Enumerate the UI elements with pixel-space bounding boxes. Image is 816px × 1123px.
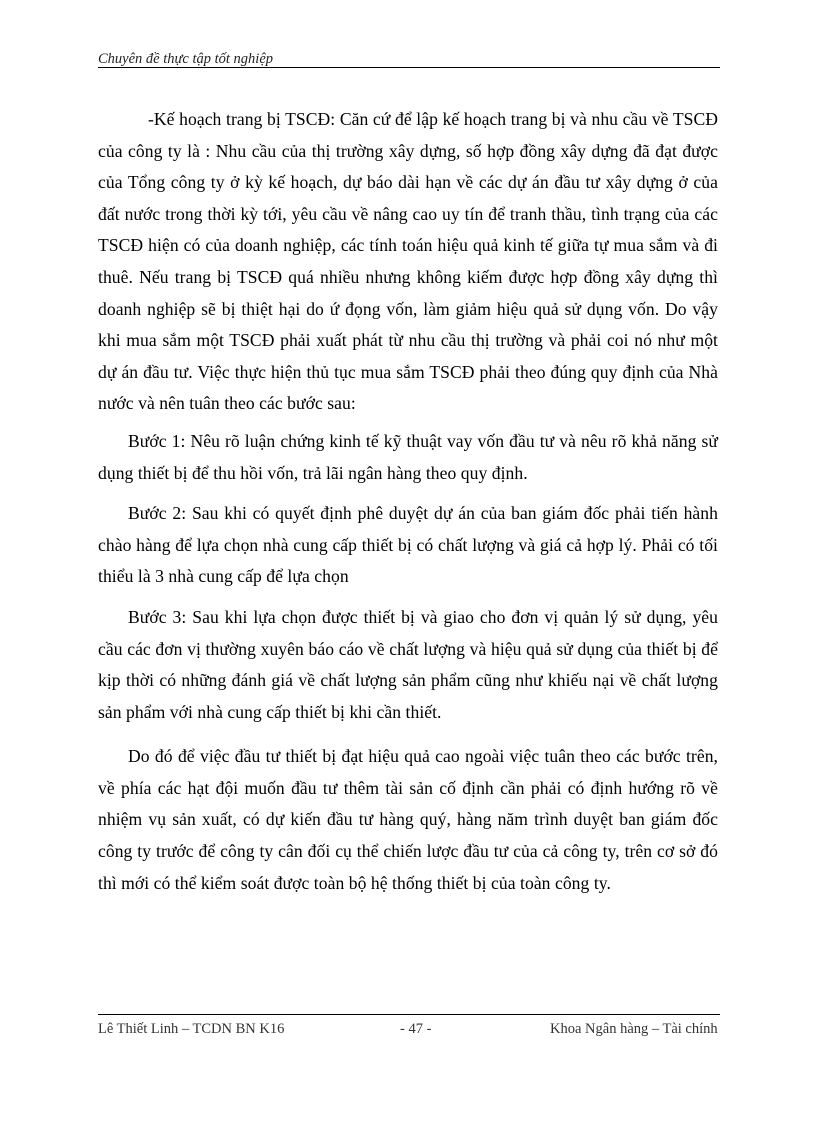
header-title: Chuyên đề thực tập tốt nghiệp (98, 51, 274, 67)
footer-author: Lê Thiết Linh – TCDN BN K16 (98, 1021, 285, 1037)
footer-page-number: - 47 - (400, 1021, 432, 1037)
paragraph-step-3: Bước 3: Sau khi lựa chọn được thiết bị và giao cho đơn vị quản lý sử dụng, yêu cầu các đơn vị thường xuyên báo cáo về chất lượng và hiệu quả sử dụng của thiết bị để kịp thời có những đánh giá về chất lượng sản phẩm cũng như khiếu nại về chất lượng sản phẩm với nhà cung cấp thiết bị khi cần thiết. (98, 606, 718, 722)
paragraph-step-1: Bước 1: Nêu rõ luận chứng kinh tế kỹ thuật vay vốn đầu tư và nêu rõ khả năng sử dụng thiết bị để thu hồi vốn, trả lãi ngân hàng theo quy định. (98, 430, 718, 483)
page-header (98, 50, 720, 68)
document-body (98, 104, 718, 899)
paragraph-conclusion: Do đó để việc đầu tư thiết bị đạt hiệu quả cao ngoài việc tuân theo các bước trên, về phía các hạt đội muốn đầu tư thêm tài sản cố định cần phải có định hướng rõ về nhiệm vụ sản xuất, có dự kiến đầu tư hàng quý, hàng năm trình duyệt ban giám đốc công ty trước để công ty cân đối cụ thể chiến lược đầu tư của cả công ty, trên cơ sở đó thì mới có thể kiểm soát được toàn bộ hệ thống thiết bị của toàn công ty. (98, 746, 718, 893)
footer-department: Khoa Ngân hàng – Tài chính (550, 1021, 718, 1037)
footer-divider (98, 1014, 720, 1015)
paragraph-step-2: Bước 2: Sau khi có quyết định phê duyệt dự án của ban giám đốc phải tiến hành chào hàng để lựa chọn nhà cung cấp thiết bị có chất lượng và giá cả hợp lý. Phải có tối thiểu là 3 nhà cung cấp để lựa chọn (98, 503, 718, 587)
paragraph-equipment-plan: -Kế hoạch trang bị TSCĐ: Căn cứ để lập kế hoạch trang bị và nhu cầu về TSCĐ của công ty là : Nhu cầu của thị trường xây dựng, số hợp đồng xây dựng đã đạt được của Tổng công ty ở kỳ kế hoạch, dự báo dài hạn về các dự án đầu tư xây dựng ở của đất nước trong thời kỳ tới, yêu cầu về nâng cao uy tín để tranh thầu, tình trạng của các TSCĐ hiện có của doanh nghiệp, các tính toán hiệu quả kinh tế giữa tự mua sắm và đi thuê. Nếu trang bị TSCĐ quá nhiều nhưng không kiếm được hợp đồng xây dựng thì doanh nghiệp sẽ bị thiệt hại do ứ đọng vốn, làm giảm hiệu quả sử dụng vốn. Do vậy khi mua sắm một TSCĐ phải xuất phát từ nhu cầu thị trường và phải coi nó như một dự án đầu tư. Việc thực hiện thủ tục mua sắm TSCĐ phải theo đúng quy định của Nhà nước và nên tuân theo các bước sau: (98, 109, 718, 414)
